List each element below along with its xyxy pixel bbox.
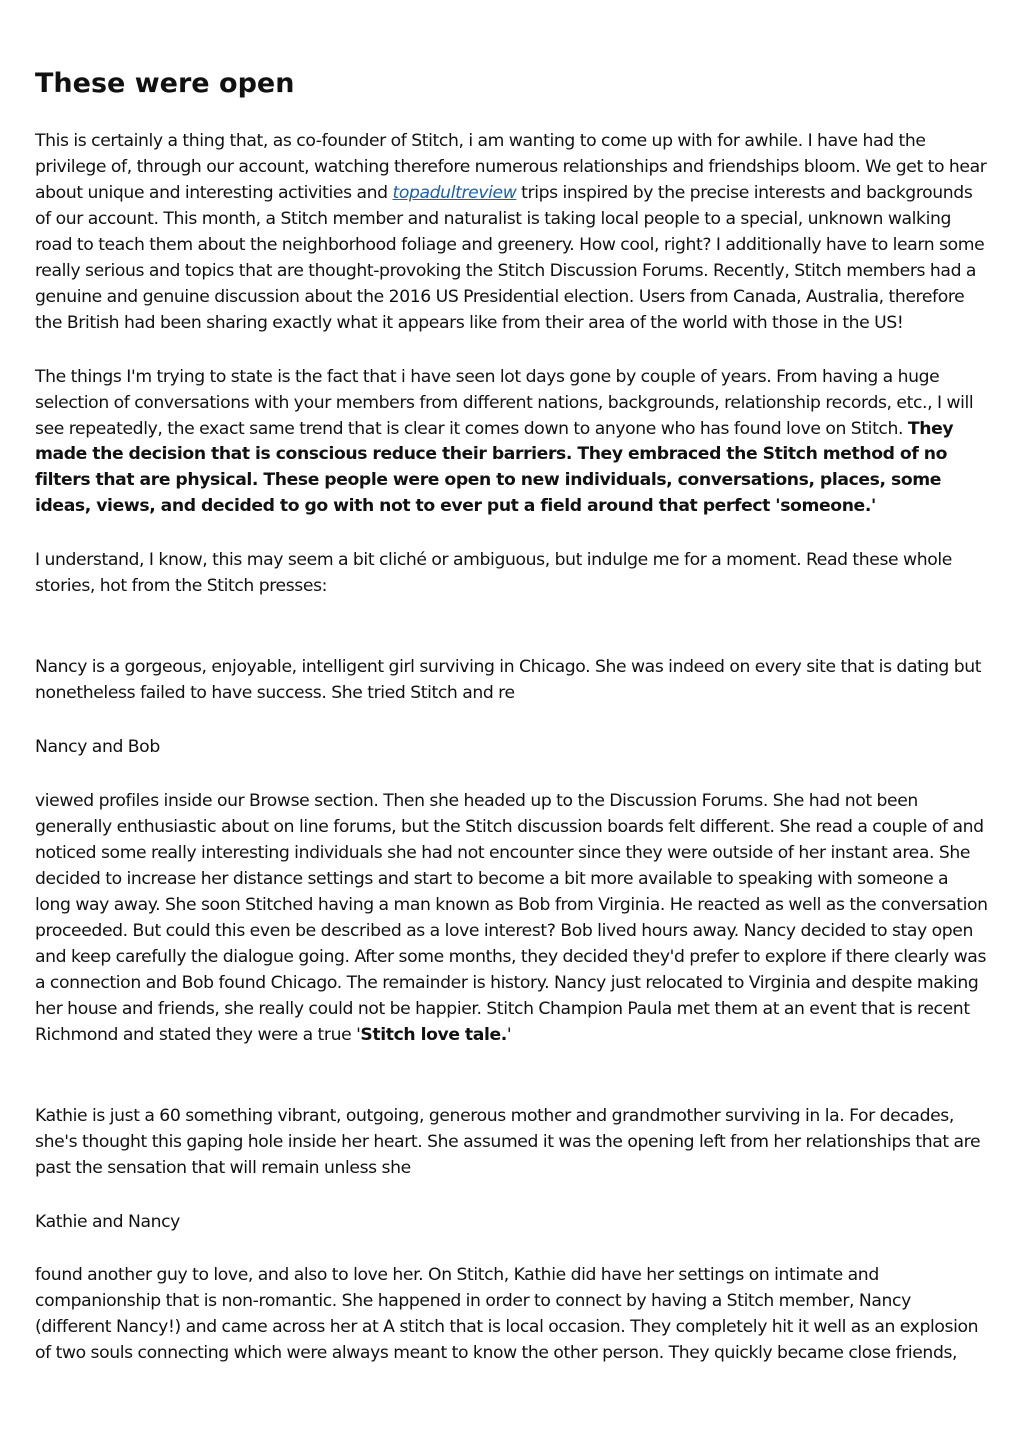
article-title: These were open: [35, 68, 295, 99]
paragraph-intro-text-2: trips inspired by the precise interests and backgrounds of our account. This month, a Stitch member and naturalist is taking local people to a special, unknown walking road to teach them about the neighborhood foliage and greenery. How cool, right? I additionally have to learn some really serious and topics that are thought-provoking the Stitch Discussion Forums. Recently, Stitch members had a genuine and genuine discussion about the 2016 US Presidential election. Users from Canada, Australia, therefore the British had been sharing exactly what it appears like from their area of the world with those in the US!: [35, 182, 985, 333]
paragraph-trend-text: The things I'm trying to state is the fact that i have seen lot days gone by couple of years. From having a huge selection of conversations with your members from different nations, backgrounds, relationship records, etc., I will see repeatedly, the exact same trend that is clear it comes down to anyone who has found love on Stitch.: [35, 366, 974, 439]
stitch-love-tale-bold: Stitch love tale.: [360, 1024, 507, 1045]
paragraph-nancy-end: ': [506, 1024, 512, 1045]
paragraph-nancy-story-cont: [35, 789, 988, 1049]
image-caption-nancy-and-bob: Nancy and Bob: [35, 737, 160, 758]
image-caption-kathie-and-nancy: Kathie and Nancy: [35, 1211, 180, 1232]
paragraph-kathie-story: Kathie is just a 60 something vibrant, outgoing, generous mother and grandmother surviving in la. For decades, she's thought this gaping hole inside her heart. She assumed it was the opening left from her relationships that are past the sensation that will remain unless she: [35, 1105, 981, 1178]
paragraph-nancy-text: viewed profiles inside our Browse section. Then she headed up to the Discussion Forums. She had not been generally enthusiastic about on line forums, but the Stitch discussion boards felt different. She read a couple of and noticed some really interesting individuals she had not encounter since they were outside of her instant area. She decided to increase her distance settings and start to become a bit more available to speaking with someone a long way away. She soon Stitched having a man known as Bob from Virginia. He reacted as well as the conversation proceeded. But could this even be described as a love interest? Bob lived hours away. Nancy decided to stay open and keep carefully the dialogue going. After some months, they decided they'd prefer to explore if there clearly was a connection and Bob found Chicago. The remainder is history. Nancy just relocated to Virginia and despite making her house and friends, she really could not be happier. Stitch Champion Paula met them at an event that is recent Richmond and stated they were a true ': [35, 791, 988, 1045]
paragraph-trend: [35, 365, 988, 521]
topadultreview-link[interactable]: topadultreview: [392, 182, 517, 203]
spacer: [35, 1077, 988, 1104]
paragraph-intro-text-1: This is certainly a thing that, as co-founder of Stitch, i am wanting to come up with for awhile. I have had the privilege of, through our account, watching therefore numerous relationships and friendships bloom. We get to hear about unique and interesting activities and: [35, 131, 987, 203]
paragraph-nancy-story: Nancy is a gorgeous, enjoyable, intelligent girl surviving in Chicago. She was indeed on every site that is dating but nonetheless failed to have success. She tried Stitch and re: [35, 657, 982, 704]
paragraph-stories-intro: I understand, I know, this may seem a bit cliché or ambiguous, but indulge me for a moment. Read these whole stories, hot from the Stitch presses:: [35, 550, 952, 597]
paragraph-kathie-story-cont: found another guy to love, and also to love her. On Stitch, Kathie did have her settings on intimate and companionship that is non-romantic. She happened in order to connect by having a Stitch member, Nancy (different Nancy!) and came across her at A stitch that is local occasion. They completely hit it well as an explosion of two souls connecting which were always meant to know the other person. They quickly became close friends,: [35, 1265, 979, 1364]
paragraph-trend-bold: They made the decision that is conscious reduce their barriers. They embraced the Stitch method of no filters that are physical. These people were open to new individuals, conversations, places, some ideas, views, and decided to go with not to ever put a field around that perfect 'someone.': [35, 418, 954, 517]
spacer: [35, 628, 988, 655]
paragraph-intro: [35, 129, 988, 337]
